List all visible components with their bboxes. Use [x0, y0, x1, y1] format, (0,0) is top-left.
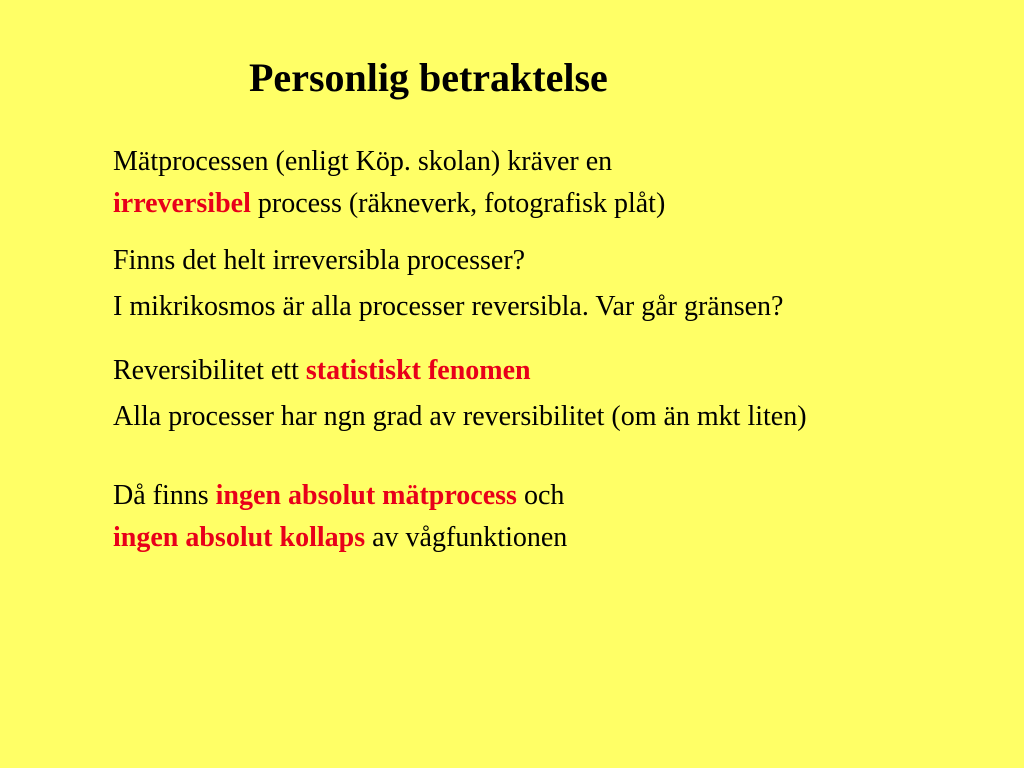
- highlight-irreversibel: irreversibel: [113, 188, 251, 219]
- text-line-6-content: Alla processer har ngn grad av reversibilitet (om än mkt liten): [113, 401, 807, 432]
- text-line-6: [113, 399, 807, 435]
- text-line-5: [113, 353, 531, 389]
- highlight-ingen-absolut-kollaps: ingen absolut kollaps: [113, 522, 366, 553]
- highlight-ingen-absolut-matprocess: ingen absolut mätprocess: [215, 480, 517, 511]
- text-line-2-rest: process (räkneverk, fotografisk plåt): [250, 188, 666, 219]
- text-line-4: [113, 289, 783, 325]
- text-line-8: [113, 520, 567, 556]
- text-line-7-post: och: [516, 480, 565, 511]
- highlight-statistiskt-fenomen: statistiskt fenomen: [305, 355, 531, 386]
- text-line-4-content: I mikrikosmos är alla processer reversibla. Var går gränsen?: [113, 291, 784, 322]
- slide-title: Personlig betraktelse: [249, 55, 608, 100]
- text-line-3-content: Finns det helt irreversibla processer?: [113, 245, 526, 276]
- text-line-7-pre: Då finns: [113, 480, 216, 511]
- text-line-2: [113, 186, 665, 222]
- text-line-7: [113, 478, 564, 514]
- text-line-1: [113, 144, 612, 180]
- text-line-3: [113, 243, 525, 279]
- text-line-5-pre: Reversibilitet ett: [113, 355, 306, 386]
- text-line-1-content: Mätprocessen (enligt Köp. skolan) kräver en: [113, 146, 613, 177]
- text-line-8-rest: av vågfunktionen: [365, 522, 568, 553]
